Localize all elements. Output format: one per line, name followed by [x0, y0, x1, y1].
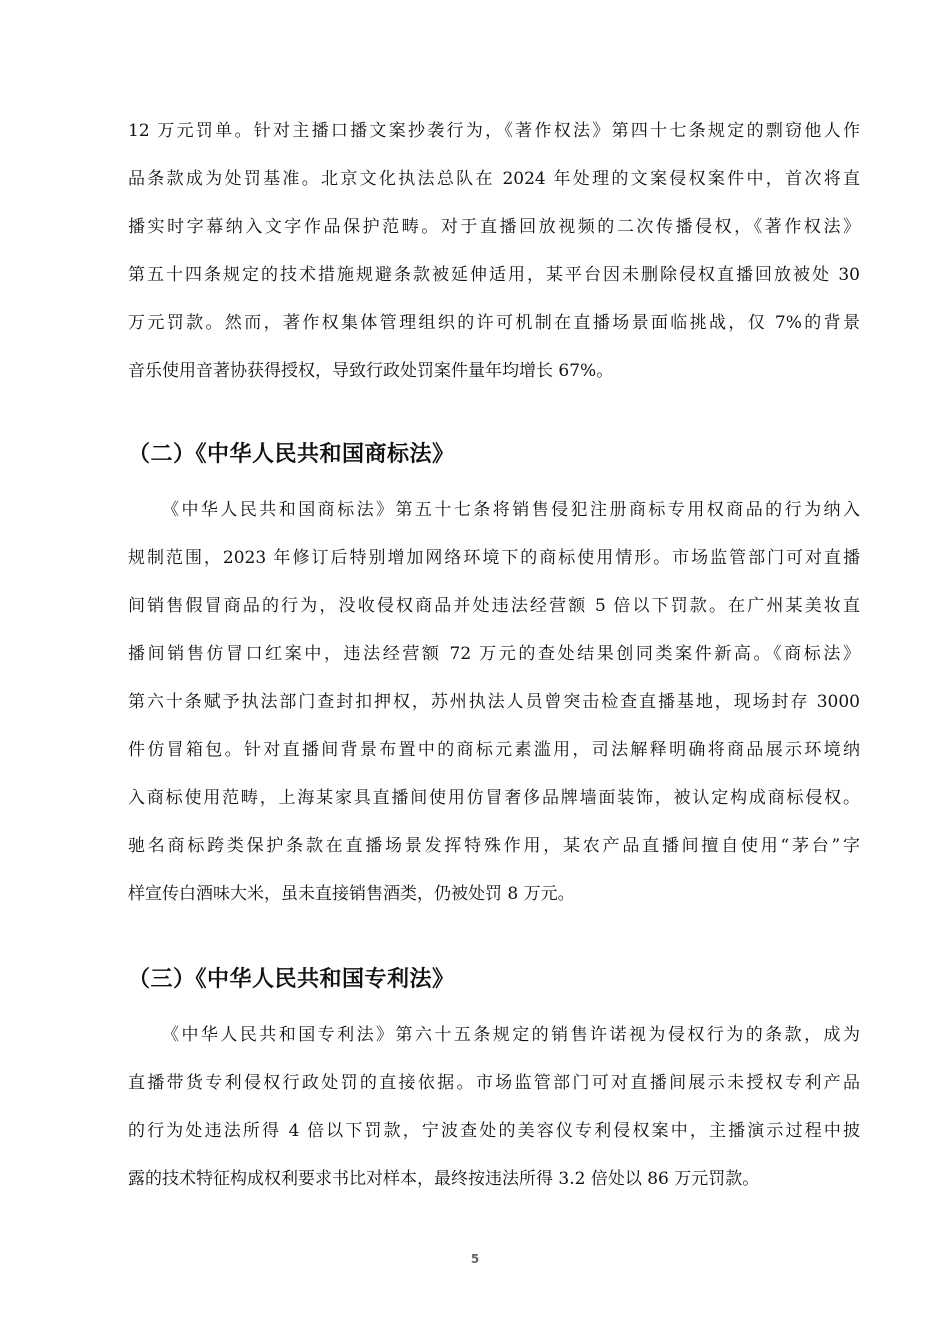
text-line: 间销售假冒商品的行为，没收侵权商品并处违法经营额 5 倍以下罚款。在广州某美妆直	[128, 596, 860, 616]
text-line: 露的技术特征构成权利要求书比对样本，最终按违法所得 3.2 倍处以 86 万元罚款。	[128, 1169, 760, 1189]
text-line: 《中华人民共和国专利法》第六十五条规定的销售许诺视为侵权行为的条款，成为	[162, 1025, 860, 1045]
paragraph-patent-law	[128, 1011, 860, 1203]
text-line: 《中华人民共和国商标法》第五十七条将销售侵犯注册商标专用权商品的行为纳入	[162, 500, 860, 520]
text-line: 驰名商标跨类保护条款在直播场景发挥特殊作用，某农产品直播间擅自使用“茅台”字	[128, 836, 860, 856]
text-line: 品条款成为处罚基准。北京文化执法总队在 2024 年处理的文案侵权案件中，首次将直	[128, 169, 860, 189]
text-line: 万元罚款。然而，著作权集体管理组织的许可机制在直播场景面临挑战，仅 7%的背景	[128, 313, 860, 333]
text-line: 的行为处违法所得 4 倍以下罚款，宁波查处的美容仪专利侵权案中，主播演示过程中披	[128, 1121, 860, 1141]
text-line: 第五十四条规定的技术措施规避条款被延伸适用，某平台因未删除侵权直播回放被处 30	[128, 265, 860, 285]
text-line: 第六十条赋予执法部门查封扣押权，苏州执法人员曾突击检查直播基地，现场封存 3000	[128, 692, 860, 712]
text-line: 件仿冒箱包。针对直播间背景布置中的商标元素滥用，司法解释明确将商品展示环境纳	[128, 740, 860, 760]
text-line: 样宣传白酒味大米，虽未直接销售酒类，仍被处罚 8 万元。	[128, 884, 575, 904]
section-heading-patent-law: （三）《中华人民共和国专利法》	[128, 967, 455, 992]
text-line: 12 万元罚单。针对主播口播文案抄袭行为，《著作权法》第四十七条规定的剽窃他人作	[128, 121, 860, 141]
page-number: 5	[470, 1252, 480, 1266]
text-line: 播实时字幕纳入文字作品保护范畴。对于直播回放视频的二次传播侵权，《著作权法》	[128, 217, 860, 237]
text-line: 音乐使用音著协获得授权，导致行政处罚案件量年均增长 67%。	[128, 361, 614, 381]
paragraph-trademark-law	[128, 486, 860, 918]
text-line: 规制范围，2023 年修订后特别增加网络环境下的商标使用情形。市场监管部门可对直播	[128, 548, 860, 568]
paragraph-copyright-continued	[128, 107, 860, 395]
text-line: 直播带货专利侵权行政处罚的直接依据。市场监管部门可对直播间展示未授权专利产品	[128, 1073, 860, 1093]
text-line: 入商标使用范畴，上海某家具直播间使用仿冒奢侈品牌墙面装饰，被认定构成商标侵权。	[128, 788, 860, 808]
text-line: 播间销售仿冒口红案中，违法经营额 72 万元的查处结果创同类案件新高。《商标法》	[128, 644, 860, 664]
section-heading-trademark-law: （二）《中华人民共和国商标法》	[128, 442, 455, 467]
